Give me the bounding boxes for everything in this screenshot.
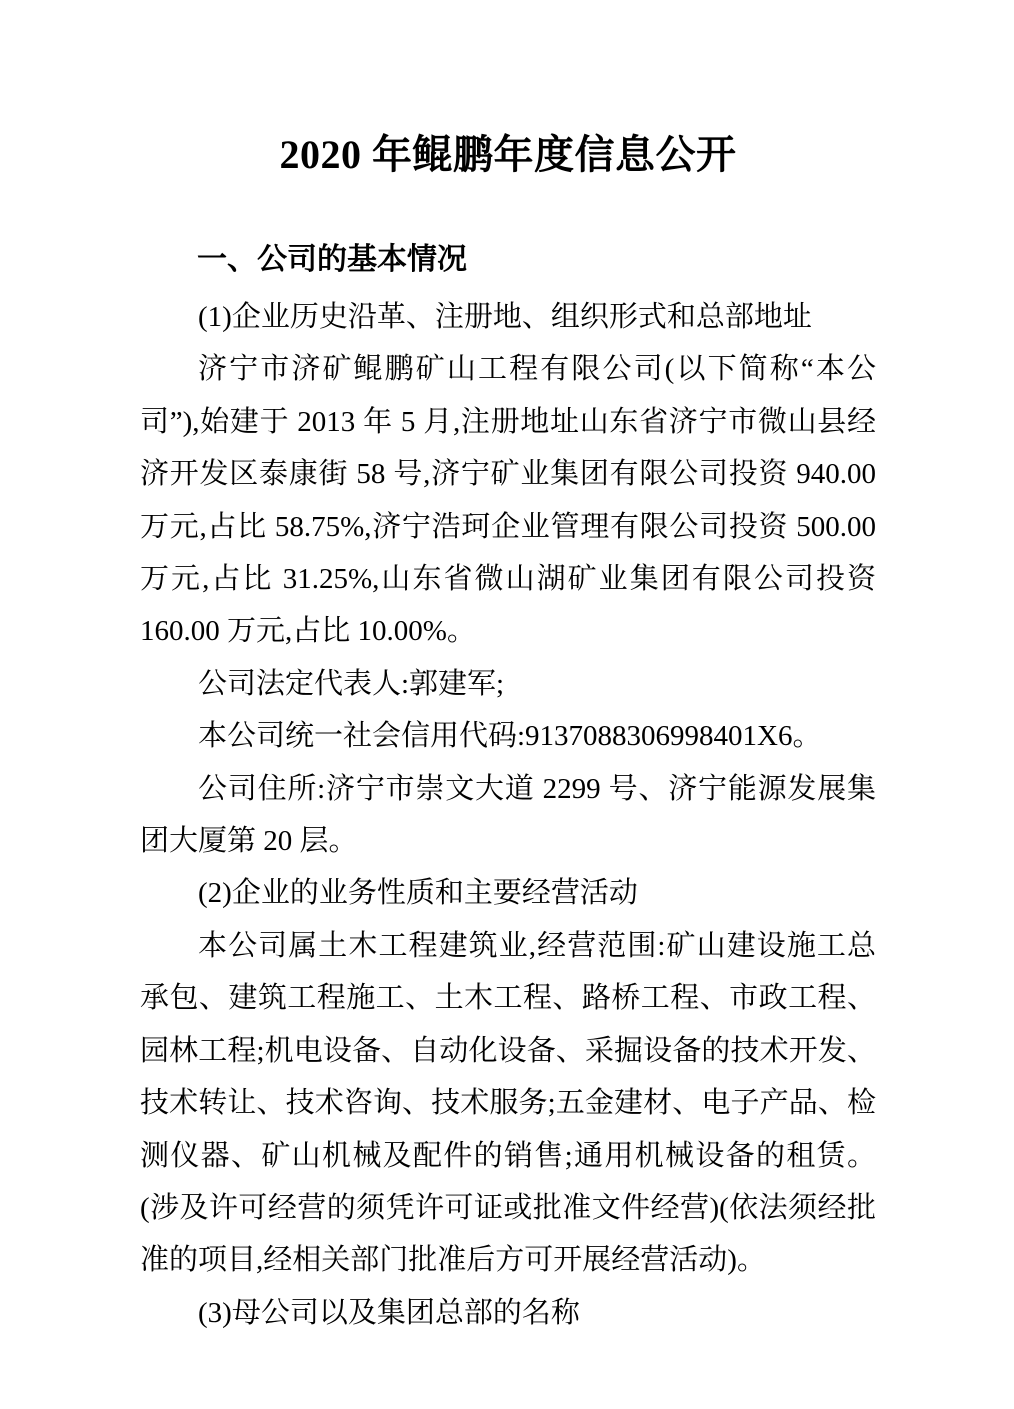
section-heading: 一、公司的基本情况 [197, 243, 467, 276]
document-body [140, 291, 876, 1339]
paragraph-legal-representative: 公司法定代表人:郭建军; [198, 667, 505, 700]
paragraph-item-2: (2)企业的业务性质和主要经营活动 [198, 877, 638, 910]
paragraph-item-3: (3)母公司以及集团总部的名称 [198, 1296, 580, 1329]
paragraph-company-address: 公司住所:济宁市崇文大道 2299 号、济宁能源发展集团大厦第 20 层。 [140, 772, 876, 858]
paragraph-credit-code: 本公司统一社会信用代码:9137088306998401X6。 [198, 720, 822, 753]
paragraph-company-history: 济宁市济矿鲲鹏矿山工程有限公司(以下简称“本公司”),始建于 2013 年 5 月,注册地址山东省济宁市微山县经济开发区泰康街 58 号,济宁矿业集团有限公司投资 940.00 万元,占比 58.75%,济宁浩珂企业管理有限公司投资 500.00 万元,占比 31.25%,山东省微山湖矿业集团有限公司投资 160.00 万元,占比 10.00%。 [140, 353, 876, 648]
paragraph-business-scope: 本公司属土木工程建筑业,经营范围:矿山建设施工总承包、建筑工程施工、土木工程、路桥工程、市政工程、园林工程;机电设备、自动化设备、采掘设备的技术开发、技术转让、技术咨询、技术服务;五金建材、电子产品、检测仪器、矿山机械及配件的销售;通用机械设备的租赁。(涉及许可经营的须凭许可证或批准文件经营)(依法须经批准的项目,经相关部门批准后方可开展经营活动)。 [140, 929, 876, 1277]
document-content [140, 0, 876, 1339]
document-title: 2020 年鲲鹏年度信息公开 [279, 132, 737, 177]
paragraph-item-1: (1)企业历史沿革、注册地、组织形式和总部地址 [198, 301, 812, 333]
